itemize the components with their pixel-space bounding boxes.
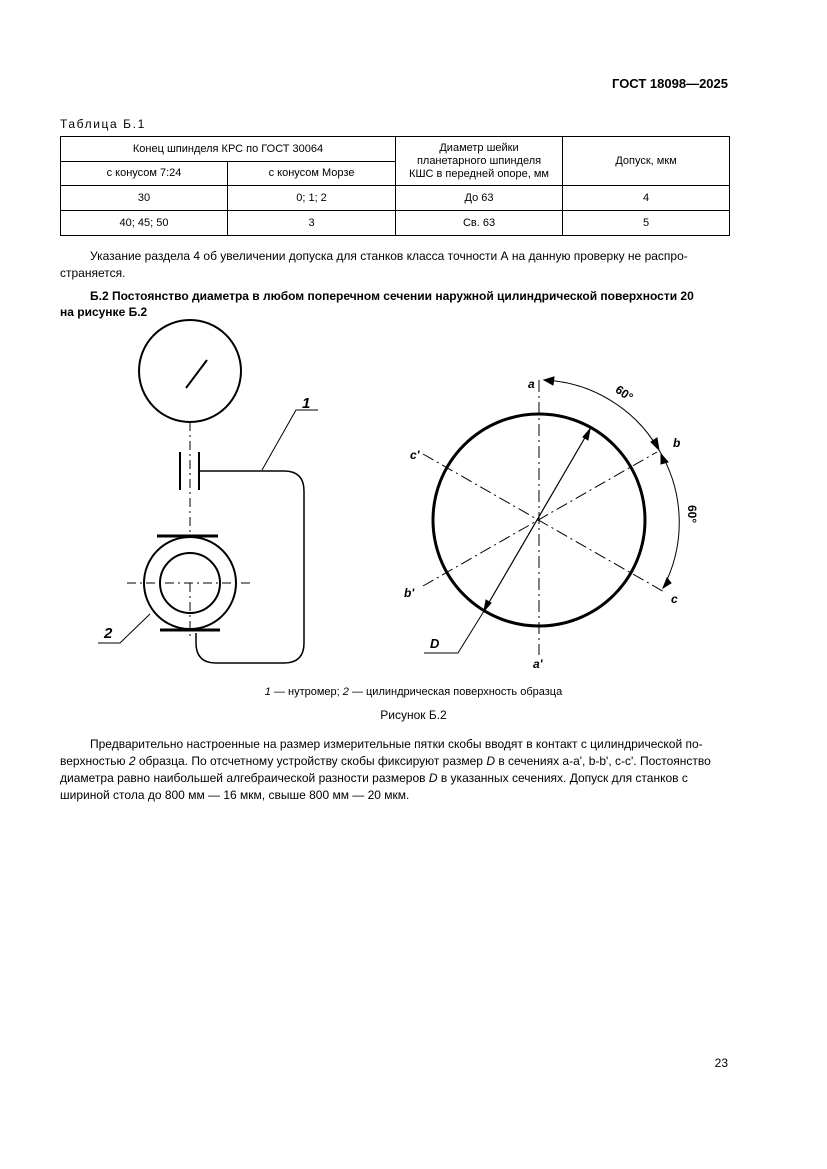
body-text: в указанных сечениях. Допуск для станков с	[437, 771, 688, 785]
note-line-1: Указание раздела 4 об увеличении допуска для станков класса точности А на данную проверку не распро-	[90, 249, 688, 263]
angle-arc-2	[659, 450, 679, 588]
gauge-frame	[196, 471, 304, 663]
label-b-prime: b'	[404, 586, 415, 600]
body-text: верхностью	[60, 754, 129, 768]
diameter-line	[484, 429, 590, 611]
arc1-arrowhead-start	[544, 377, 554, 385]
legend-text-1: — нутромер;	[270, 686, 343, 698]
header-morse-cell: с конусом Морзе	[228, 162, 396, 186]
body-text: в сечениях a-a', b-b', c-c'. Постоянство	[495, 754, 711, 768]
legend-number-1: 1	[264, 686, 271, 698]
section-heading-line-1: Б.2 Постоянство диаметра в любом поперечном сечении наружной цилиндрической поверхности 20	[90, 289, 694, 303]
table-cell: Св. 63	[396, 211, 563, 236]
body-line-1: Предварительно настроенные на размер измерительные пятки скобы вводят в контакт с цилиндрической по-	[90, 737, 703, 751]
figure-title: Рисунок Б.2	[380, 708, 447, 722]
body-text: диаметра равно наибольшей алгебраической разности размеров	[60, 771, 429, 785]
section-heading-line-2: на рисунке Б.2	[60, 305, 148, 319]
label-a: a	[528, 377, 535, 391]
leader-1	[262, 410, 318, 470]
table-cell: До 63	[396, 186, 563, 211]
body-line-3	[60, 770, 729, 787]
label-c: c	[671, 592, 678, 606]
table-cell: 5	[563, 211, 730, 236]
header-group-cell: Конец шпинделя КРС по ГОСТ 30064	[61, 137, 396, 162]
arc2-arrowhead-end	[663, 578, 671, 588]
body-italic: D	[428, 771, 438, 785]
body-text: образца. По отсчетному устройству скобы фиксируют размер	[135, 754, 487, 768]
legend-number-2: 2	[342, 686, 349, 698]
body-line-2	[60, 753, 729, 770]
document-code: ГОСТ 18098—2025	[612, 76, 728, 91]
table-cell: 40; 45; 50	[61, 211, 228, 236]
header-taper-724-cell: с конусом 7:24	[61, 162, 228, 186]
legend-text-2: — цилиндрическая поверхность образца	[348, 686, 563, 698]
section-line-b	[423, 452, 657, 586]
body-line-4: шириной стола до 800 мм — 16 мкм, свыше 800 мм — 20 мкм.	[60, 788, 410, 802]
label-c-prime: c'	[410, 448, 420, 462]
table-cell: 30	[61, 186, 228, 211]
table-cell: 3	[228, 211, 396, 236]
note-line-2: страняется.	[60, 266, 126, 280]
label-2: 2	[104, 625, 113, 642]
page-number: 23	[714, 1056, 728, 1070]
table-caption: Таблица Б.1	[60, 117, 146, 131]
body-italic: 2	[128, 754, 136, 768]
dial-pointer	[186, 360, 207, 388]
angle-label-1: 60°	[612, 382, 636, 405]
label-b: b	[673, 436, 681, 450]
label-1: 1	[302, 395, 311, 412]
body-paragraph	[60, 736, 729, 804]
body-italic: D	[486, 754, 495, 768]
header-diameter-cell: Диаметр шейки планетарного шпинделя КШС в передней опоре, мм	[396, 137, 563, 186]
dial-indicator	[139, 320, 241, 422]
header-tolerance-cell: Допуск, мкм	[563, 137, 730, 186]
figure-legend	[0, 686, 827, 698]
left-diagram	[98, 320, 318, 663]
label-a-prime: a'	[533, 657, 543, 671]
right-diagram	[423, 377, 679, 655]
angle-label-2: 60°	[685, 505, 699, 524]
label-d: D	[430, 636, 440, 651]
table-cell: 0; 1; 2	[228, 186, 396, 211]
table-cell: 4	[563, 186, 730, 211]
section-line-c	[423, 454, 666, 593]
arc2-arrowhead-start	[661, 454, 668, 464]
